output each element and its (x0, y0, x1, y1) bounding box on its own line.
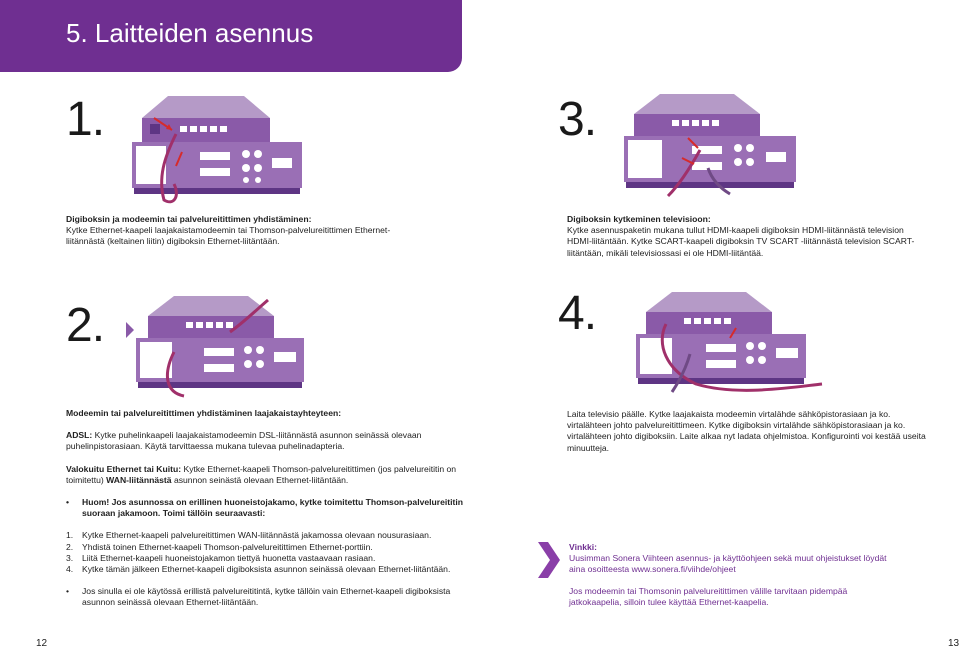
fiber-label: Valokuitu Ethernet tai Kuitu: (66, 463, 182, 474)
bullet-marker: • (66, 586, 70, 597)
step2-text (66, 408, 474, 609)
list-text: Yhdistä toinen Ethernet-kaapeli Thomson-palvelureitittimen Ethernet-porttiin. (82, 541, 373, 552)
numbered-list (66, 530, 474, 575)
note-bold: Huom! Jos asunnossa on erillinen huoneistojakamo, kytke toimitettu Thomson-palvelureititin suoraan jakamoon. Toimi tällöin seuraavasti: (82, 497, 464, 519)
step1-title: Digiboksin ja modeemin tai palvelureitittimen yhdistäminen: (66, 214, 312, 224)
step3-text (567, 214, 927, 259)
list-number: 2. (66, 541, 74, 552)
chevron-right-icon (536, 540, 562, 580)
list-text: Liitä Ethernet-kaapeli huoneistojakamon tiettyä huonetta vastaavaan rasiaan. (82, 552, 376, 563)
list-text: Kytke Ethernet-kaapeli palvelureitittimen WAN-liitännästä jakamossa olevaan nousurasiaan. (82, 530, 432, 541)
fiber-bold: WAN-liitännästä (106, 474, 172, 485)
page-number-left: 12 (36, 638, 48, 649)
step1-illustration (124, 88, 312, 210)
tip-line1: Uusimman Sonera Viihteen asennus- ja käyttöohjeen sekä muut ohjeistukset löydät aina osoitteesta www.sonera.fi/viihde/ohjeet (569, 553, 887, 575)
step4-illustration (626, 284, 828, 400)
step2-illustration (124, 292, 324, 400)
list-item (66, 564, 474, 575)
page-title: 5. Laitteiden asennus (66, 18, 314, 48)
fiber-text-b: asunnon seinästä olevaan Ethernet-liitäntään. (173, 474, 349, 485)
header-band (0, 0, 462, 72)
list-text: Kytke tämän jälkeen Ethernet-kaapeli digiboksista asunnon seinässä olevaan Ethernet-liitäntään. (82, 564, 451, 575)
step4-text (567, 409, 937, 454)
step4-body: Laita televisio päälle. Kytke laajakaista modeemin virtalähde sähköpistorasiaan ja ko. virtalähteen johto palvelureitittimeen. Kytke digiboksin virtalähde sähköpistorasiaan ja ko. virtalähteen johto digiboksiin. Laite alkaa nyt ladata ohjelmistoa. Konfigurointi voi kestää useita minuutteja. (567, 409, 926, 453)
adsl-text: Kytke puhelinkaapeli laajakaistamodeemin DSL-liitännästä asunnon seinässä olevaan puhelinpistorasiaan. Käytä tarvittaessa mukana tulevaa puhelinadapteria. (66, 430, 422, 452)
step-number-3: 3. (558, 93, 597, 146)
fiber-text-a: Kytke Ethernet-kaapeli Thomson-palvelureitittimen (jos palvelureititin on toimitettu) (66, 463, 457, 485)
step1-text (66, 214, 406, 248)
note2-text: Jos sinulla ei ole käytössä erillistä palvelureititintä, kytke tällöin vain Ethernet-kaapeli digiboksista asunnon seinässä olevaan Ethernet-liitäntään. (82, 586, 451, 608)
digibox-illustration (132, 142, 302, 194)
step-number-1: 1. (66, 93, 105, 146)
note-bullet (66, 497, 474, 519)
tip-box (569, 542, 899, 608)
adsl-label: ADSL: (66, 430, 93, 441)
step3-illustration (616, 88, 806, 202)
step1-body: Kytke Ethernet-kaapeli laajakaistamodeemin tai Thomson-palvelureitittimen Ethernet-liitännästä (keltainen liitin) digiboksin Ethernet-liitäntään. (66, 225, 391, 247)
step3-title: Digiboksin kytkeminen televisioon: (567, 214, 711, 224)
step3-body: Kytke asennuspaketin mukana tullut HDMI-kaapeli digiboksin HDMI-liitännästä television HDMI-liitäntään. Kytke SCART-kaapeli digiboksin TV SCART -liitännästä television SCART-liitäntään, mikäli televisiossasi ei ole HDMI-liitäntää. (567, 225, 915, 258)
list-item (66, 553, 474, 564)
step-number-4: 4. (558, 287, 597, 340)
list-item (66, 542, 474, 553)
adsl-paragraph (66, 430, 474, 452)
step2-title: Modeemin tai palvelureitittimen yhdistäminen laajakaistayhteyteen: (66, 408, 342, 418)
step-number-2: 2. (66, 299, 105, 352)
fiber-paragraph (66, 464, 474, 486)
note2-bullet (66, 586, 474, 608)
list-number: 4. (66, 564, 74, 575)
modem-illustration (142, 96, 270, 142)
bullet-marker: • (66, 497, 70, 508)
tip-line2: Jos modeemin tai Thomsonin palvelureitittimen välille tarvitaan pidempää jatkokaapelia, silloin tulee käyttää Ethernet-kaapelia. (569, 585, 848, 607)
tip-title: Vinkki: (569, 542, 598, 552)
list-number: 3. (66, 552, 74, 563)
list-number: 1. (66, 530, 74, 541)
list-item (66, 530, 474, 541)
page-number-right: 13 (948, 638, 960, 649)
